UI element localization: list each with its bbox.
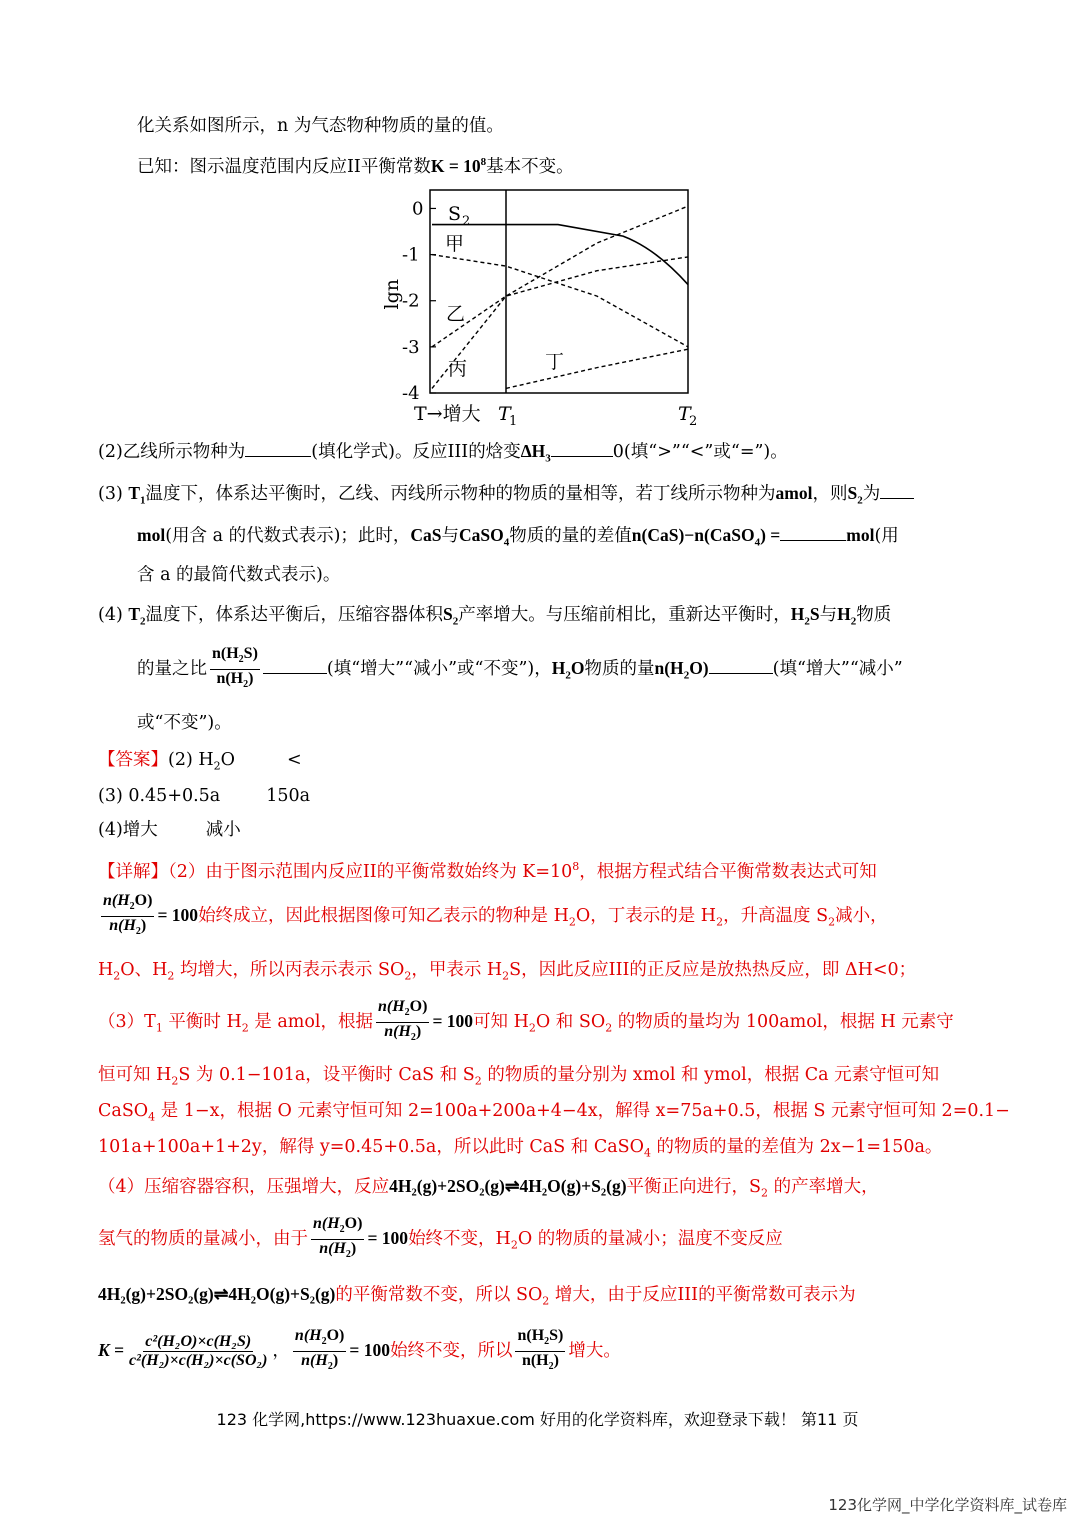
- detail-l8-b: 平衡正向进行，S: [626, 1177, 762, 1197]
- n-h2o: [654, 658, 709, 682]
- detail-l8-a: （4）压缩容器容积，压强增大，反应: [98, 1177, 390, 1197]
- detail-l7-s1: 4: [643, 1146, 651, 1160]
- cas-formula: CaS: [410, 525, 442, 545]
- frac2-num-a: n(H: [378, 997, 405, 1015]
- frac5-den-sub: 2: [548, 1361, 554, 1373]
- detail-l9-b: 始终不变，H: [408, 1229, 511, 1249]
- answer-line-3: [98, 784, 310, 808]
- h2s-h2-fraction: [515, 1327, 565, 1376]
- h2o-h: H: [551, 658, 566, 678]
- frac3-num: [311, 1215, 364, 1240]
- detail-l11-b: 始终不变，所以: [389, 1341, 513, 1361]
- detail-l3-s2: 2: [167, 969, 175, 983]
- detail-line-10: [98, 1282, 856, 1314]
- n-h2o-a: n(H: [654, 658, 684, 678]
- detail-l2-b: O，丁表示的是 H: [575, 906, 717, 926]
- t2-sub-label: 2: [689, 414, 698, 429]
- s2-sub-q4: 2: [452, 615, 459, 628]
- detail-l4-s2: 2: [241, 1021, 249, 1035]
- series-label-yi: 乙: [446, 303, 466, 325]
- intro-line-2: [137, 150, 574, 179]
- delta-h-3: [520, 441, 551, 465]
- series-line-甲: [432, 255, 688, 347]
- detail-l9-a: 氢气的物质的量减小，由于: [98, 1229, 308, 1249]
- detail-line-1: [98, 855, 877, 884]
- detail-line-2: [98, 891, 888, 947]
- t2-symbol: [128, 604, 146, 628]
- frac1-num-a: n(H: [103, 891, 130, 909]
- detail-l4-f: 的物质的量均为 100amol，根据 H 元素守: [612, 1012, 954, 1032]
- series-label-bing: 丙: [448, 358, 468, 380]
- detail-l2-c: ，升高温度 S: [723, 906, 829, 926]
- frac2-den: [382, 1023, 423, 1047]
- ratio-den-end: ): [248, 670, 254, 687]
- mol-text-2: mol: [846, 525, 875, 545]
- frac2-den-a: n(H: [384, 1023, 411, 1040]
- detail-l10-c: 增大，由于反应III的平衡常数可表示为: [549, 1285, 856, 1305]
- detail-l11-c: 增大。: [568, 1341, 621, 1361]
- q4-blank-2[interactable]: [709, 655, 773, 674]
- y-axis-label: lgn: [381, 279, 403, 310]
- reaction-equation-2: 4H₂(g)+2SO₂(g)⇌4H₂O(g)+S₂(g): [98, 1284, 336, 1304]
- q3-number: (3): [98, 484, 129, 504]
- frac5-den: [520, 1352, 561, 1376]
- q2-blank-2[interactable]: [551, 438, 613, 457]
- k-num-text: c²(H₂O)×c(H₂S): [145, 1333, 252, 1350]
- series-line-乙: [432, 257, 688, 347]
- q3-text-g: (用: [874, 526, 899, 546]
- t2-sub: 2: [140, 615, 146, 628]
- series-line-S2: [432, 225, 688, 285]
- frac4-den-a: n(H: [301, 1352, 328, 1369]
- series-label-ding: 丁: [545, 351, 565, 373]
- q3-text-f: 物质的量的差值: [509, 526, 632, 546]
- detail-l4-d: 可知 H: [473, 1012, 529, 1032]
- s2-symbol-q4: [443, 604, 459, 628]
- ratio-numerator: [210, 645, 260, 670]
- series-label-s2: S: [448, 203, 462, 225]
- site-watermark: 123化学网_中学化学资料库_试卷库: [828, 1496, 1067, 1514]
- detail-l6-a: CaSO: [98, 1101, 149, 1121]
- ratio-denominator: [214, 670, 255, 694]
- frac4-num-a: n(H: [294, 1326, 322, 1344]
- caso4-text: CaSO: [459, 525, 504, 545]
- detail-l1: （2）由于图示范围内反应II的平衡常数始终为 K=10: [168, 861, 573, 882]
- frac5-num: [515, 1327, 565, 1352]
- s2-sub: 2: [857, 494, 863, 507]
- h2o-h2-fraction-3: [311, 1215, 364, 1264]
- answer-2-sub: 2: [213, 759, 221, 773]
- frac2-den-sub: 2: [410, 1032, 416, 1044]
- chart-plot-area: [381, 190, 697, 429]
- x-axis-label-left: T→增大: [414, 403, 481, 425]
- detail-line-7: [98, 1135, 942, 1166]
- detail-l10-b: 的平衡常数不变，所以 SO: [335, 1285, 543, 1305]
- frac3-num-a: n(H: [313, 1214, 340, 1232]
- q4-blank-1[interactable]: [263, 655, 327, 674]
- diff-sub: 4: [754, 536, 761, 549]
- h2o-o: O: [570, 658, 585, 678]
- t1-sub-label: 1: [509, 414, 518, 429]
- q3-blank-1[interactable]: [880, 480, 914, 499]
- detail-line-8: [98, 1174, 879, 1206]
- t1-sub: 1: [140, 494, 146, 507]
- detail-l4-b: 平衡时 H: [162, 1012, 242, 1032]
- h2o-sub: 2: [565, 669, 571, 682]
- detail-l4-c: 是 amol，根据: [248, 1012, 373, 1032]
- frac3-den-a: n(H: [319, 1240, 346, 1257]
- q2-text-a: (2)乙线所示物种为: [98, 442, 246, 462]
- answer-tag: 【答案】: [98, 750, 168, 770]
- ratio-num-a: n(H: [212, 644, 239, 662]
- answer-2-sign: <: [286, 750, 302, 770]
- ratio-den-sub: 2: [243, 679, 249, 691]
- frac5-num-sub: 2: [544, 1336, 550, 1347]
- s2-symbol: [847, 483, 863, 507]
- detail-l10-s1: 2: [542, 1294, 550, 1308]
- delta-h-text: ΔH: [520, 441, 546, 461]
- q4-text-g: 物质的量: [584, 659, 655, 679]
- k-exponent: 8: [480, 156, 487, 168]
- q3-blank-2[interactable]: [780, 522, 846, 541]
- detail-line-11: [98, 1324, 621, 1377]
- series-label-jia: 甲: [445, 233, 465, 255]
- frac1-den-end: ): [140, 917, 147, 934]
- answer-line-4: [98, 818, 241, 842]
- detail-l2-a: 始终成立，因此根据图像可知乙表示的物种是 H: [198, 906, 569, 926]
- detail-l4-s1: 1: [155, 1021, 163, 1035]
- question-3-line-1: [98, 480, 914, 513]
- q3-text-e: 与: [441, 526, 460, 546]
- t2-letter: T: [128, 604, 141, 624]
- detail-l1-end: ，根据方程式结合平衡常数表达式可知: [579, 861, 877, 882]
- n-h2o-sub: 2: [683, 669, 690, 682]
- h2s-formula: [790, 604, 820, 628]
- detail-l1-exp: 8: [572, 860, 580, 873]
- h2s-s: S: [809, 604, 820, 624]
- detail-tag: 【详解】: [98, 861, 168, 882]
- k-expression: [431, 156, 486, 176]
- detail-l4-s3: 2: [528, 1021, 536, 1035]
- diff-expression: [631, 525, 781, 549]
- q4-text-b: 产率增大。与压缩前相比，重新达平衡时，: [458, 605, 791, 625]
- frac2-num: [376, 998, 429, 1023]
- h2o-h2-fraction-2: [376, 998, 429, 1047]
- ratio-fraction: [210, 645, 260, 694]
- lgn-chart: [370, 180, 710, 430]
- page-footer: 123 化学网,https://www.123huaxue.com 好用的化学资料库，欢迎登录下载！ 第11 页: [216, 1410, 859, 1429]
- frac3-den-end: ): [350, 1240, 357, 1257]
- detail-l3-s3: 2: [404, 969, 412, 983]
- amol-text: amol: [775, 483, 813, 503]
- series-line-丁: [506, 349, 688, 388]
- detail-l5-b: S 为 0.1−101a，设平衡时 CaS 和 S: [178, 1065, 475, 1085]
- t2-label: T: [678, 403, 691, 425]
- k-text: K = 10: [430, 155, 481, 176]
- diff-text: n(CaS)−n(CaSO: [631, 525, 755, 545]
- frac1-den-sub: 2: [135, 926, 141, 938]
- frac5-num-a: n(H: [517, 1326, 545, 1344]
- frac2-num-sub: 2: [404, 1007, 410, 1018]
- q3-text-a: 温度下，体系达平衡时，乙线、丙线所示物种的物质的量相等，若丁线所示物种为: [145, 484, 776, 504]
- h2-h: H: [837, 604, 851, 624]
- q3-text-h: 含 a 的最简代数式表示)。: [137, 565, 341, 585]
- detail-l11-comma: ，: [272, 1341, 290, 1361]
- k-numerator: [143, 1333, 253, 1352]
- frac3-eq: = 100: [367, 1228, 409, 1248]
- q2-text-b: (填化学式)。反应III的焓变: [311, 442, 521, 462]
- t1-symbol: [128, 483, 146, 507]
- frac5-den-a: n(H: [521, 1352, 549, 1369]
- frac4-den-sub: 2: [327, 1361, 333, 1373]
- detail-l3-a: H: [98, 960, 114, 980]
- detail-l5-a: 恒可知 H: [98, 1065, 172, 1085]
- detail-l8-c: 的产率增大，: [768, 1177, 879, 1197]
- q4-text-h: (填“增大”“减小”: [772, 659, 903, 679]
- ratio-num-end: S): [243, 644, 258, 662]
- frac5-den-end: ): [553, 1352, 559, 1369]
- q4-text-e: 的量之比: [137, 659, 207, 679]
- h2s-sub: 2: [804, 615, 810, 628]
- q2-text-c: 0(填“>”“<”或“=”)。: [612, 442, 788, 462]
- q4-text-a: 温度下，体系达平衡后，压缩容器体积: [145, 605, 444, 625]
- frac1-num-sub: 2: [129, 901, 135, 912]
- detail-l5-s2: 2: [474, 1074, 482, 1088]
- q4-text-c: 与: [819, 605, 838, 625]
- question-3-line-3: [137, 563, 340, 587]
- h2o-h2-fraction-1: [101, 892, 154, 941]
- delta-h-sub: 3: [545, 452, 551, 465]
- ratio-den-a: n(H: [216, 670, 244, 687]
- series-label-s2-sub: 2: [462, 214, 471, 229]
- frac1-den-a: n(H: [109, 917, 136, 934]
- y-tick-label: -3: [402, 336, 420, 358]
- detail-l6-b: 是 1−x，根据 O 元素守恒可知 2=100a+200a+4−4x，解得 x=75a+0.5，根据 S 元素守恒可知 2=0.1−: [155, 1101, 1010, 1121]
- mol-text: mol: [137, 525, 166, 545]
- s2-letter: S: [847, 483, 858, 503]
- frac1-den: [107, 917, 148, 941]
- frac2-num-end: O): [409, 997, 428, 1015]
- y-tick-label: -4: [402, 383, 420, 404]
- k-den-text: c²(H₂)×c(H₂)×c(SO₂): [129, 1352, 268, 1369]
- frac1-eq: = 100: [157, 905, 199, 925]
- detail-l3-b: O、H: [120, 960, 168, 980]
- y-tick-label: 0: [412, 198, 424, 220]
- k-denominator: [127, 1352, 269, 1370]
- frac4-num: [293, 1327, 346, 1352]
- answer-3-text: (3) 0.45+0.5a: [98, 786, 221, 806]
- detail-line-6: [98, 1099, 1010, 1130]
- t1-letter: T: [128, 483, 141, 503]
- question-3-line-2: [137, 522, 899, 555]
- frac4-den-end: ): [332, 1352, 339, 1369]
- detail-l4-a: （3）T: [98, 1012, 156, 1032]
- q4-text-i: 或“不变”)。: [137, 713, 232, 733]
- detail-l7-a: 101a+100a+1+2y，解得 y=0.45+0.5a，所以此时 CaS 和 CaSO: [98, 1137, 644, 1157]
- frac2-eq: = 100: [432, 1011, 474, 1031]
- detail-l5-c: 的物质的量分别为 xmol 和 ymol，根据 Ca 元素守恒可知: [481, 1065, 940, 1085]
- intro-known-text: 已知：图示温度范围内反应II平衡常数: [137, 156, 431, 177]
- frac4-eq: = 100: [349, 1340, 390, 1360]
- frac1-num: [101, 892, 154, 917]
- q3-text-b: ，则: [812, 484, 848, 504]
- detail-l2-s2: 2: [716, 915, 724, 929]
- detail-l5-s1: 2: [171, 1074, 179, 1088]
- detail-l8-s1: 2: [761, 1186, 769, 1200]
- ratio-num-sub: 2: [238, 654, 244, 665]
- h2s-h: H: [790, 604, 805, 624]
- intro-text: 化关系如图所示，n 为气态物种物质的量的值。: [137, 116, 504, 136]
- intro-tail: 基本不变。: [486, 156, 574, 177]
- question-4-line-2: [137, 644, 903, 700]
- detail-l3-d: ，甲表示 H: [411, 960, 503, 980]
- t1-label: T: [498, 403, 511, 425]
- question-4-line-1: [98, 602, 891, 634]
- detail-l3-s1: 2: [113, 969, 121, 983]
- detail-l3-e: S，因此反应III的正反应是放热热反应，即 ΔH<0；: [509, 960, 917, 980]
- answer-2-end: O: [220, 750, 235, 770]
- detail-l4-s4: 2: [605, 1021, 613, 1035]
- detail-line-4: [98, 997, 954, 1053]
- answer-2-text: (2) H: [168, 750, 214, 770]
- question-2: [98, 438, 788, 471]
- h2o-formula: [551, 658, 585, 682]
- detail-l2-s1: 2: [568, 915, 576, 929]
- n-h2o-end: O): [689, 658, 709, 678]
- answer-4-text: (4)增大: [98, 820, 158, 840]
- q4-text-d: 物质: [856, 605, 892, 625]
- frac5-num-end: S): [549, 1326, 564, 1344]
- q3-text-d: (用含 a 的代数式表示)；此时，: [165, 526, 411, 546]
- detail-line-3: [98, 958, 916, 989]
- detail-l3-c: 均增大，所以丙表示表示 SO: [174, 960, 405, 980]
- frac2-den-end: ): [415, 1023, 422, 1040]
- answer-line-2: [98, 748, 302, 779]
- q4-number: (4): [98, 605, 129, 625]
- diff-end: ) =: [760, 525, 781, 545]
- y-tick-label: -2: [402, 290, 420, 312]
- caso4-sub: 4: [503, 536, 510, 549]
- intro-line-1: [137, 114, 504, 138]
- answer-4-b: 减小: [205, 820, 241, 840]
- detail-l9-s1: 2: [510, 1238, 518, 1252]
- frac1-num-end: O): [134, 891, 153, 909]
- detail-l9-c: O 的物质的量减小；温度不变反应: [517, 1229, 783, 1249]
- detail-l6-s1: 4: [148, 1110, 156, 1124]
- frac3-den: [317, 1240, 358, 1264]
- frac3-den-sub: 2: [345, 1249, 351, 1261]
- detail-l3-s4: 2: [502, 969, 510, 983]
- detail-l2-d: 减小，: [835, 906, 888, 926]
- frac4-num-end: O): [326, 1326, 345, 1344]
- frac4-num-sub: 2: [321, 1336, 327, 1347]
- q2-blank-1[interactable]: [245, 438, 311, 457]
- k-fraction: [127, 1333, 269, 1370]
- question-4-line-3: [137, 711, 232, 735]
- h2o-h2-fraction-4: [293, 1327, 346, 1376]
- detail-line-9: [98, 1214, 783, 1270]
- frac3-num-sub: 2: [339, 1224, 345, 1235]
- detail-l7-b: 的物质的量的差值为 2x−1=150a。: [650, 1137, 943, 1157]
- frac3-num-end: O): [344, 1214, 363, 1232]
- answer-3-b: 150a: [266, 786, 311, 806]
- detail-l4-e: O 和 SO: [535, 1012, 606, 1032]
- reaction-equation-1: 4H₂(g)+2SO₂(g)⇌4H₂O(g)+S₂(g): [389, 1176, 627, 1196]
- q3-text-c: 为: [862, 484, 881, 504]
- detail-l2-s3: 2: [828, 915, 836, 929]
- frac4-den: [299, 1352, 340, 1376]
- h2-sub: 2: [850, 615, 857, 628]
- q4-text-f: (填“增大”“减小”或“不变”)，: [326, 659, 552, 679]
- h2-formula: [837, 604, 857, 628]
- caso4-formula: [459, 525, 510, 549]
- detail-line-5: [98, 1063, 939, 1094]
- k-expression-lhs: K =: [98, 1340, 125, 1360]
- s2-letter-q4: S: [443, 604, 453, 624]
- y-tick-label: -1: [402, 244, 420, 266]
